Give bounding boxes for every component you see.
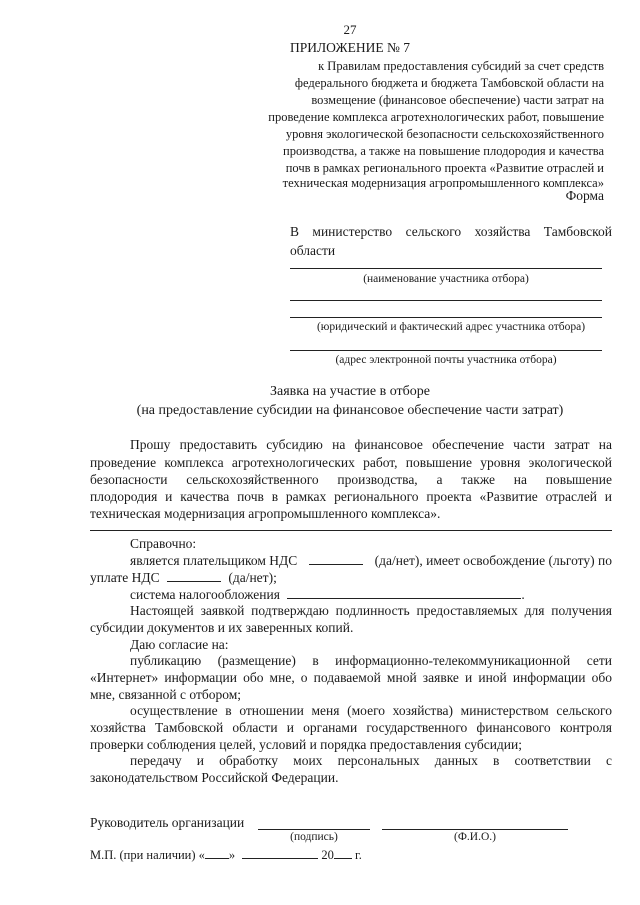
vat-exemption-line	[90, 570, 277, 586]
tax-system-end: .	[521, 587, 525, 602]
tax-system-field[interactable]	[287, 587, 521, 599]
reference-label: Справочно:	[130, 536, 197, 551]
request-line: проведение комплекса агротехнологических работ, повышение уровня экологической	[90, 455, 612, 470]
signature-field[interactable]	[258, 829, 370, 830]
request-line: плодородия и качества почв в рамках регионального проекта «Развитие отраслей и	[90, 489, 612, 504]
confirm-line: Настоящей заявкой подтверждаю подлинность предоставляемых для получения	[130, 603, 612, 618]
vat-payer-field[interactable]	[309, 553, 363, 565]
request-line: техническая модернизация агропромышленного комплекса».	[90, 506, 441, 521]
vat-text-d: (да/нет);	[228, 570, 277, 585]
vat-text-c: уплате НДС	[90, 570, 160, 585]
participant-name-caption: (наименование участника отбора)	[363, 273, 529, 285]
fio-caption: (Ф.И.О.)	[454, 831, 496, 843]
separator-line	[90, 530, 612, 531]
consent-line: публикацию (размещение) в информационно-телекоммуникационной сети	[130, 653, 612, 668]
month-field[interactable]	[242, 847, 318, 859]
year-field[interactable]	[334, 847, 352, 859]
confirm-line: субсидии документов и их заверенных копий.	[90, 620, 354, 635]
day-field[interactable]	[205, 847, 229, 859]
consent-line: проверки соблюдения целей, условий и порядка предоставления субсидии;	[90, 737, 522, 752]
request-line: Прошу предоставить субсидию на финансовое обеспечение части затрат на	[130, 437, 612, 452]
stamp-label: М.П. (при наличии) «	[90, 848, 205, 862]
annex-title: ПРИЛОЖЕНИЕ № 7	[289, 40, 411, 55]
application-title: Заявка на участие в отборе	[270, 384, 430, 399]
stamp-date-line	[90, 847, 362, 863]
page-number: 27	[343, 22, 357, 37]
consent-line: передачу и обработку моих персональных данных в соответствии с	[130, 753, 612, 768]
stamp-quote-close: »	[228, 848, 236, 862]
application-subtitle: (на предоставление субсидии на финансовое обеспечение части затрат)	[136, 403, 564, 418]
addressee: В министерство сельского хозяйства Тамбовской области	[290, 224, 612, 258]
annex-line: производства, а также на повышение плодородия и качества	[283, 144, 604, 158]
vat-exemption-field[interactable]	[167, 570, 221, 582]
consent-line: осуществление в отношении меня (моего хозяйства) министерством сельского	[130, 703, 612, 718]
consent-line: «Интернет» информации обо мне, о подаваемой мной заявке и иной информации обо	[90, 670, 612, 685]
tax-system-line	[130, 587, 525, 603]
annex-line: возмещение (финансовое обеспечение) части затрат на	[311, 93, 604, 107]
signature-caption: (подпись)	[290, 831, 338, 843]
address-caption: (юридический и фактический адрес участника отбора)	[316, 321, 586, 333]
tax-system-label: система налогообложения	[130, 587, 280, 602]
consent-line: мне, связанной с отбором;	[90, 687, 242, 702]
annex-line: техническая модернизация агропромышленного комплекса»	[282, 176, 604, 190]
vat-line	[130, 553, 612, 569]
email-field[interactable]	[290, 350, 602, 351]
consent-label: Даю согласие на:	[130, 637, 229, 652]
annex-line: к Правилам предоставления субсидий за счет средств	[318, 59, 604, 73]
year-prefix: 20	[321, 848, 334, 862]
consent-line: законодательством Российской Федерации.	[90, 770, 339, 785]
fio-field[interactable]	[382, 829, 568, 830]
request-line: безопасности сельскохозяйственного производства, а также на повышение	[90, 472, 612, 487]
head-label: Руководитель организации	[90, 815, 245, 830]
address-field-line-2[interactable]	[290, 317, 602, 318]
annex-line: почв в рамках регионального проекта «Развитие отраслей и	[285, 161, 604, 175]
vat-text-b: (да/нет), имеет освобождение (льготу) по	[374, 553, 612, 568]
email-caption: (адрес электронной почты участника отбора)	[335, 354, 557, 366]
vat-text-a: является плательщиком НДС	[130, 553, 298, 568]
annex-line: проведение комплекса агротехнологических работ, повышение	[268, 110, 604, 124]
year-suffix: г.	[355, 848, 362, 862]
annex-line: федерального бюджета и бюджета Тамбовской области на	[294, 76, 604, 90]
address-field-line-1[interactable]	[290, 300, 602, 301]
annex-line: уровня экологической безопасности сельскохозяйственного	[285, 127, 604, 141]
form-label: Форма	[565, 188, 604, 203]
participant-name-field[interactable]	[290, 268, 602, 269]
consent-line: хозяйства Тамбовской области и органами государственного финансового контроля	[90, 720, 612, 735]
